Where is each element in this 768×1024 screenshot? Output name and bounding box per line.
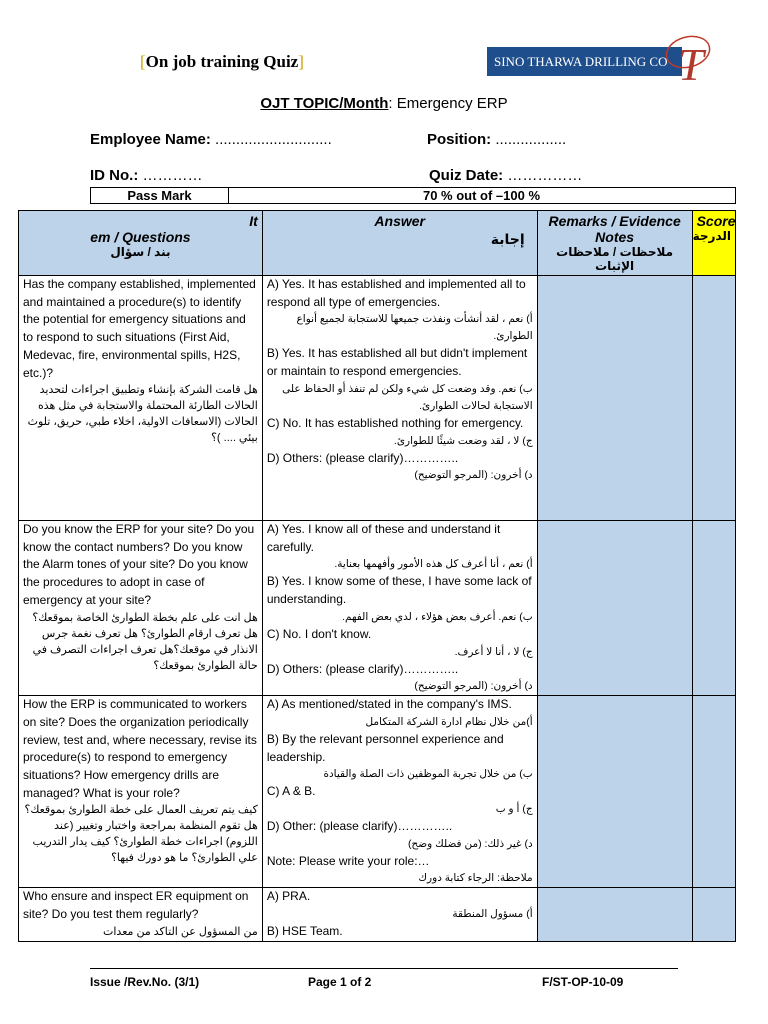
score-cell[interactable] xyxy=(692,276,735,521)
answer-option-b[interactable]: B) Yes. I know some of these, I have some lack of understanding. xyxy=(266,574,532,607)
score-cell[interactable] xyxy=(692,696,735,888)
header-questions-top: It xyxy=(249,213,258,229)
answer-option-d-arabic: د) غير ذلك: (من فضلك وضح) xyxy=(407,837,533,850)
bracket-close: ] xyxy=(298,52,304,71)
answer-option-c[interactable]: C) No. It has established nothing for emergency. xyxy=(266,415,524,430)
company-logo-icon xyxy=(660,30,720,86)
answer-note-arabic: ملاحظة: الرجاء كتابة دورك xyxy=(418,872,533,885)
footer-divider xyxy=(90,968,678,969)
pass-mark-value: 70 % out of –100 % xyxy=(422,188,541,203)
pass-mark-label: Pass Mark xyxy=(91,188,229,203)
logo-letter: T xyxy=(678,39,704,86)
answer-option-b-arabic: ب) من خلال تجربة الموظفين ذات الصلة والقيادة xyxy=(323,768,533,781)
position-label: Position: xyxy=(427,131,492,148)
answer-option-a[interactable]: A) Yes. I know all of these and understand it carefully. xyxy=(266,522,501,554)
topic-line xyxy=(0,95,768,112)
quiz-title xyxy=(140,52,304,72)
answer-option-d[interactable]: D) Other: (please clarify)………….. xyxy=(266,819,453,834)
header-remarks xyxy=(537,211,692,276)
answer-option-d[interactable]: D) Others: (please clarify)………….. xyxy=(266,450,459,465)
answer-option-c[interactable]: C) No. I don't know. xyxy=(266,626,372,641)
question-cell xyxy=(19,276,263,521)
header-questions-arabic: بند / سؤال xyxy=(110,245,171,259)
answer-cell[interactable] xyxy=(262,888,537,941)
score-cell[interactable] xyxy=(692,888,735,941)
id-label: ID No.: xyxy=(90,167,139,184)
header-remarks-text: Remarks / Evidence Notes xyxy=(548,213,681,245)
header-questions xyxy=(19,211,263,276)
footer-issue: Issue /Rev.No. (3/1) xyxy=(90,975,200,989)
answer-option-b[interactable]: B) By the relevant personnel experience and leadership. xyxy=(266,731,504,764)
table-row xyxy=(19,696,736,888)
question-cell xyxy=(19,888,263,941)
answer-option-c-arabic: ج) أ و ب xyxy=(495,803,533,816)
question-cell xyxy=(19,521,263,696)
answer-option-a-arabic: أ) نعم ، لقد أنشأت ونفذت جميعها للاستجابة لجميع أنواع الطوارئ. xyxy=(296,313,533,343)
answer-option-b-arabic: ب) نعم. وقد وضعت كل شيء ولكن لم تنفذ أو الحفاظ على الاستجابة لحالات الطوارئ. xyxy=(282,382,533,412)
answer-option-b[interactable]: B) HSE Team. xyxy=(266,924,343,939)
footer-page-number: Page 1 of 2 xyxy=(308,975,372,989)
header-answer-arabic: إجابة xyxy=(490,231,525,247)
header-score-text: Score xyxy=(696,213,736,229)
answer-cell[interactable] xyxy=(262,276,537,521)
employee-name-value[interactable]: ............................ xyxy=(210,131,332,148)
answer-option-d-arabic: د) أخرون: (المرجو التوضيح) xyxy=(414,469,533,482)
header-answer-text: Answer xyxy=(374,213,425,229)
answer-option-a-arabic: أ)من خلال نظام ادارة الشركة المتكامل xyxy=(365,715,533,728)
answer-option-a[interactable]: A) PRA. xyxy=(266,889,311,904)
question-cell xyxy=(19,696,263,888)
header-score-arabic: الدرجة xyxy=(692,229,731,243)
question-text: Do you know the ERP for your site? Do you know the contact numbers? Do you know the Alarm tones of your site? Do you know the procedures to adopt in case of emergency at your site? xyxy=(23,522,255,607)
table-row xyxy=(19,521,736,696)
quiz-date-label: Quiz Date: xyxy=(429,167,504,184)
quiz-title-text: On job training Quiz xyxy=(145,52,299,71)
answer-option-a[interactable]: A) As mentioned/stated in the company's IMS. xyxy=(266,697,512,712)
answer-option-d-arabic: د) أخرون: (المرجو التوضيح) xyxy=(414,680,533,693)
company-name: SINO THARWA DRILLING CO xyxy=(494,54,668,69)
topic-label: OJT TOPIC/Month xyxy=(260,95,389,112)
id-field[interactable] xyxy=(90,167,203,184)
answer-option-a-arabic: أ) نعم ، أنا أعرف كل هذه الأمور وأفهمها بعناية. xyxy=(334,558,533,571)
employee-name-field[interactable] xyxy=(90,131,332,148)
answer-cell[interactable] xyxy=(262,696,537,888)
quiz-date-value[interactable]: …………… xyxy=(503,167,583,184)
remarks-cell[interactable] xyxy=(537,696,692,888)
header-questions-main: em / Questions xyxy=(90,229,191,245)
remarks-cell[interactable] xyxy=(537,888,692,941)
answer-option-c-arabic: ج) لا ، أنا لا أعرف. xyxy=(454,645,533,658)
question-arabic: هل انت على علم بخطة الطوارئ الخاصة بموقعك؟ هل تعرف ارقام الطوارئ؟ هل تعرف نغمة جرس الانذار في موقعك؟هل تعرف اجراءات التصرف في حالة الطوارئ بموقعك؟ xyxy=(32,611,258,672)
header-score xyxy=(692,211,735,276)
employee-name-label: Employee Name: xyxy=(90,131,211,148)
position-value[interactable]: ................. xyxy=(491,131,567,148)
answer-option-c[interactable]: C) A & B. xyxy=(266,784,316,799)
company-banner xyxy=(487,47,682,76)
header-answer xyxy=(262,211,537,276)
answer-option-a[interactable]: A) Yes. It has established and implemented all to respond all type of emergencies. xyxy=(266,277,526,309)
answer-option-b-arabic: ب) نعم. أعرف بعض هؤلاء ، لدي بعض الفهم. xyxy=(342,610,533,623)
table-row xyxy=(19,276,736,521)
pass-mark-row xyxy=(90,187,736,204)
footer-form-code: F/ST-OP-10-09 xyxy=(542,975,624,989)
quiz-table xyxy=(18,210,736,942)
answer-option-c-arabic: ج) لا ، لقد وضعت شيئًا للطوارئ. xyxy=(393,434,533,447)
remarks-cell[interactable] xyxy=(537,521,692,696)
quiz-date-field[interactable] xyxy=(429,167,582,184)
question-text: How the ERP is communicated to workers on site? Does the organization periodically review, test and, where necessary, revise its procedure(s) to respond to emergency situations? How emergency drills are managed? What is your role? xyxy=(23,697,257,800)
bracket-open: [ xyxy=(140,52,146,71)
question-text: Who ensure and inspect ER equipment on site? Do you test them regularly? xyxy=(23,889,249,922)
answer-option-b[interactable]: B) Yes. It has established all but didn't implement or maintain to respond emergencies. xyxy=(266,346,528,379)
remarks-cell[interactable] xyxy=(537,276,692,521)
score-cell[interactable] xyxy=(692,521,735,696)
question-arabic: من المسؤول عن التاكد من معدات xyxy=(103,925,258,938)
id-value[interactable]: ………… xyxy=(138,167,203,184)
answer-note[interactable]: Note: Please write your role:… xyxy=(266,853,430,868)
table-header-row xyxy=(19,211,736,276)
answer-option-d[interactable]: D) Others: (please clarify)………….. xyxy=(266,661,459,676)
topic-value: : Emergency ERP xyxy=(388,95,508,112)
header-remarks-arabic: ملاحظات / ملاحظات الإثبات xyxy=(556,245,674,273)
answer-option-a-arabic: أ) مسؤول المنطقة xyxy=(452,908,533,921)
question-arabic: كيف يتم تعريف العمال على خطة الطوارئ بموقعك؟ هل تقوم المنظمة بمراجعة واختبار وتغيير (عند اللزوم) اجراءات خطة الطوارئ؟ كيف يدار التدريب علي الطوارئ؟ ما هو دورك فيها؟ xyxy=(24,804,258,865)
question-arabic: هل قامت الشركة بإنشاء وتطبيق اجراءات لتحديد الحالات الطارئة المحتملة والاستجابة في مثل هذه الحالات (الاسعافات الاولية، اخلاء طبي، حريق، تلوث بيئي .... )؟ xyxy=(27,384,258,445)
question-text: Has the company established, implemented and maintained a procedure(s) to identify the potential for emergency situations and to respond to such situations (First Aid, Medevac, fire, environmental spills, H2S, etc.)? xyxy=(23,277,256,380)
position-field[interactable] xyxy=(427,131,566,148)
table-row xyxy=(19,888,736,941)
answer-cell[interactable] xyxy=(262,521,537,696)
